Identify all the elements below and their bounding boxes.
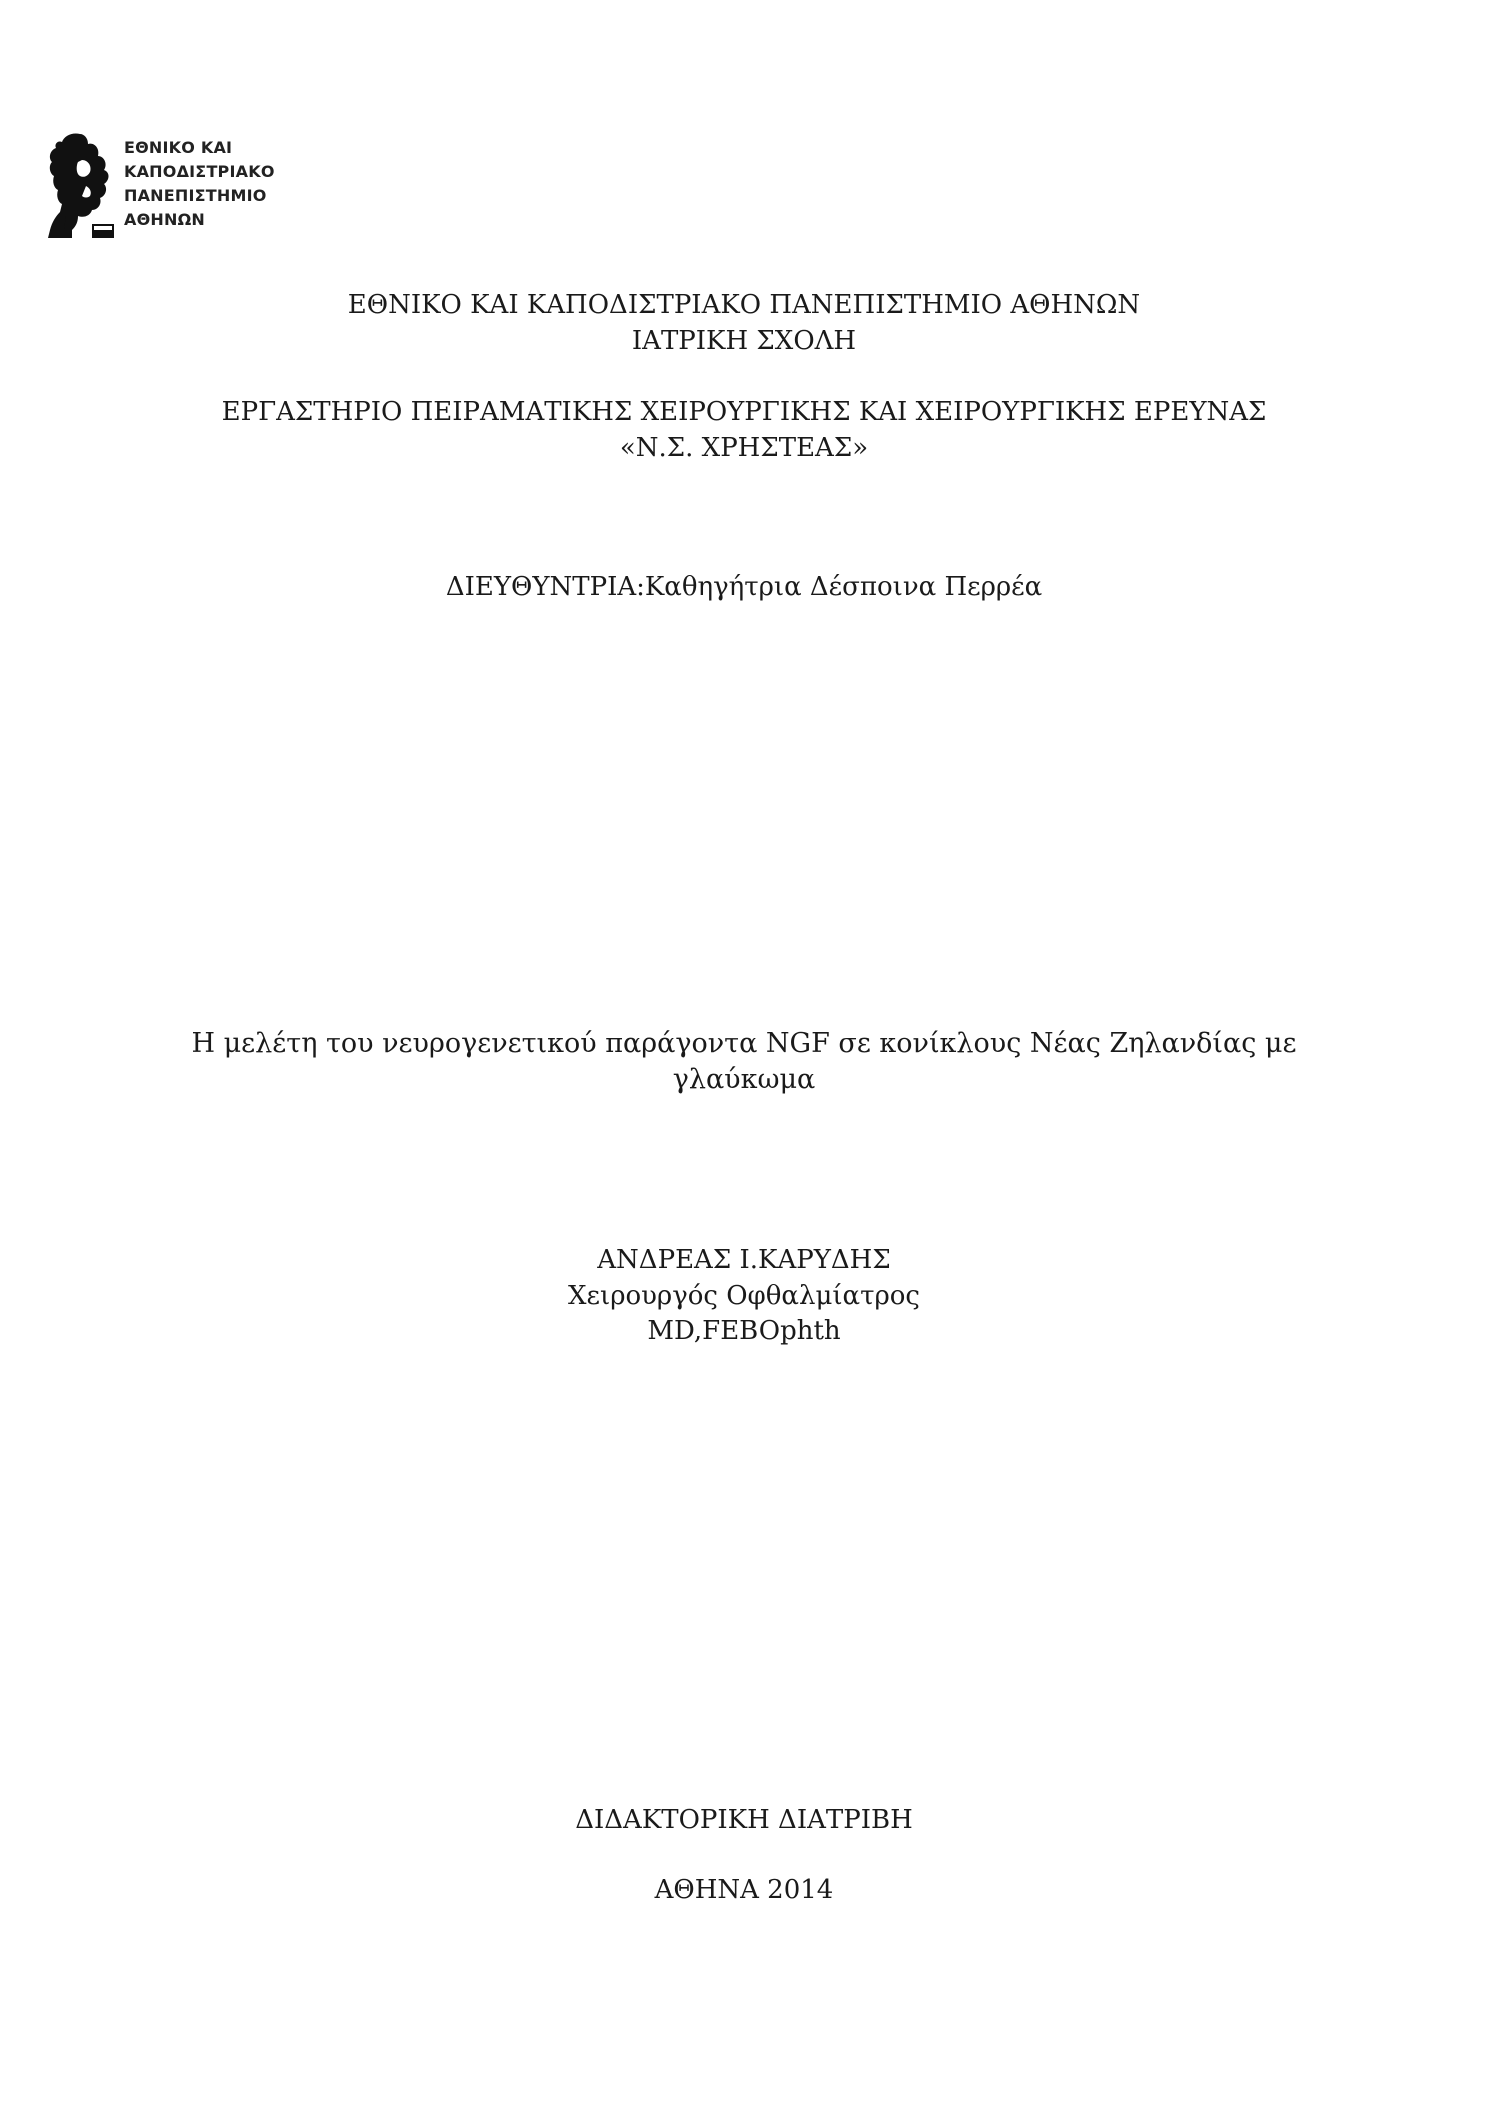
place-year: ΑΘΗΝΑ 2014 <box>654 1875 834 1905</box>
thesis-title-line-1: Η μελέτη του νευρογενετικού παράγοντα NGF σε κονίκλους Νέας Ζηλανδίας με <box>191 1028 1297 1059</box>
thesis-title-line-2: γλαύκωμα <box>672 1064 816 1095</box>
logo-line: ΕΘΝΙΚΟ ΚΑΙ <box>124 138 233 157</box>
university-logo <box>42 130 292 240</box>
logo-line: ΠΑΝΕΠΙΣΤΗΜΙΟ <box>124 186 267 205</box>
laboratory-title: «Ν.Σ. ΧΡΗΣΤΕΑΣ» <box>619 433 869 463</box>
university-name: ΕΘΝΙΚΟ ΚΑΙ ΚΑΠΟΔΙΣΤΡΙΑΚΟ ΠΑΝΕΠΙΣΤΗΜΙΟ ΑΘΗΝΩΝ <box>347 290 1141 320</box>
director-line: ΔΙΕΥΘΥΝΤΡΙΑ:Καθηγήτρια Δέσποινα Περρέα <box>445 572 1043 602</box>
author-profession: Χειρουργός Οφθαλμίατρος <box>568 1281 920 1311</box>
document-type: ΔΙΔΑΚΤΟΡΙΚΗ ΔΙΑΤΡΙΒΗ <box>575 1805 913 1835</box>
logo-line: ΚΑΠΟΔΙΣΤΡΙΑΚΟ <box>124 162 275 181</box>
laboratory-name: ΕΡΓΑΣΤΗΡΙΟ ΠΕΙΡΑΜΑΤΙΚΗΣ ΧΕΙΡΟΥΡΓΙΚΗΣ ΚΑΙ ΧΕΙΡΟΥΡΓΙΚΗΣ ΕΡΕΥΝΑΣ <box>221 397 1267 427</box>
athena-emblem-icon <box>42 130 120 240</box>
author-name: ΑΝΔΡΕΑΣ Ι.ΚΑΡΥΔΗΣ <box>597 1245 891 1275</box>
author-credentials: MD,FEBOphth <box>647 1316 841 1346</box>
logo-wordmark <box>124 136 275 232</box>
school-name: ΙΑΤΡΙΚΗ ΣΧΟΛΗ <box>631 326 857 356</box>
logo-line: ΑΘΗΝΩΝ <box>124 210 205 229</box>
